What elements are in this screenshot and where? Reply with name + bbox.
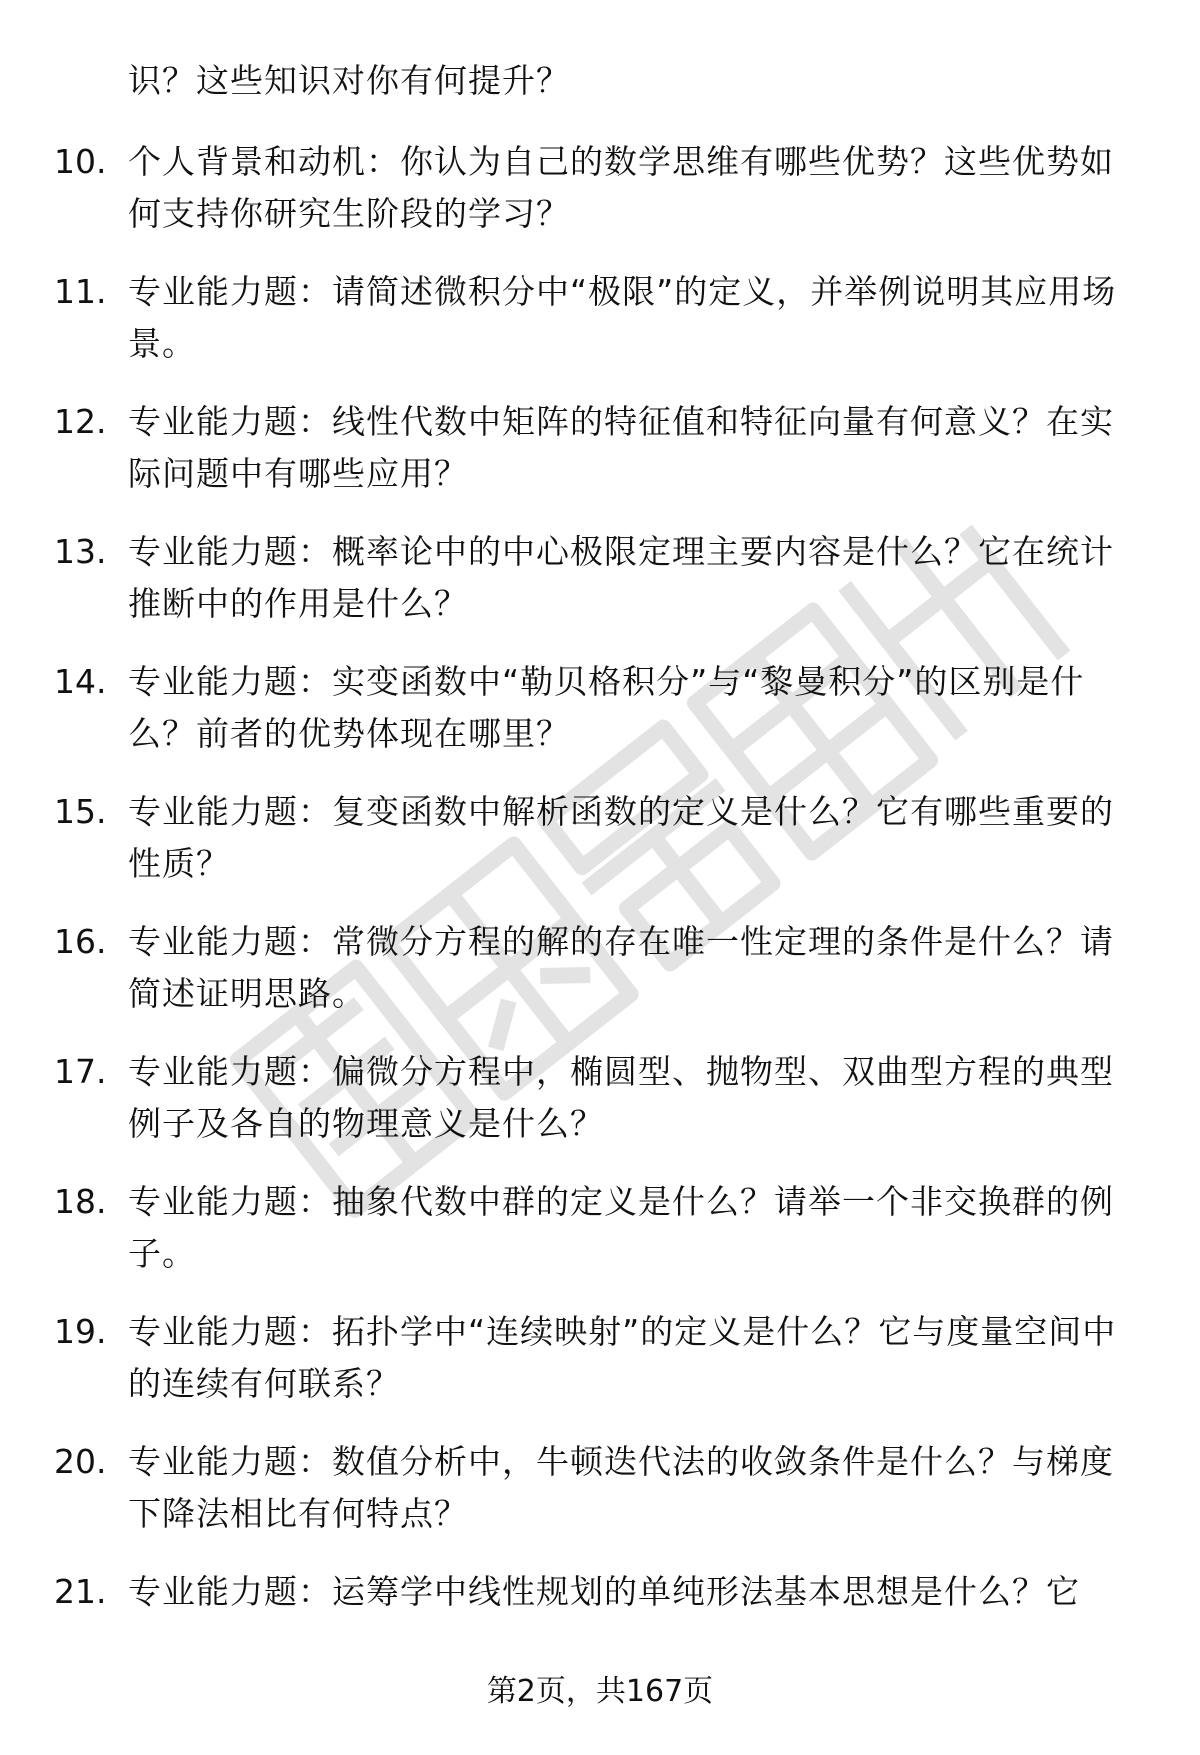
question-item [0, 1566, 1200, 1670]
question-item [0, 1306, 1200, 1410]
question-text: 个人背景和动机：你认为自己的数学思维有哪些优势？这些优势如何支持你研究生阶段的学习？ [128, 142, 1114, 233]
question-text: 专业能力题：请简述微积分中“极限”的定义，并举例说明其应用场景。 [128, 272, 1117, 363]
question-number: 17. [54, 1052, 107, 1091]
question-text: 专业能力题：线性代数中矩阵的特征值和特征向量有何意义？在实际问题中有哪些应用？ [128, 402, 1114, 493]
question-number: 16. [54, 922, 107, 961]
question-number: 10. [54, 142, 107, 181]
question-number: 13. [54, 532, 107, 571]
question-number: 11. [54, 272, 107, 311]
question-text: 专业能力题：数值分析中，牛顿迭代法的收敛条件是什么？与梯度下降法相比有何特点？ [128, 1442, 1114, 1533]
question-text: 专业能力题：复变函数中解析函数的定义是什么？它有哪些重要的性质？ [128, 792, 1114, 883]
question-number: 19. [54, 1312, 107, 1351]
question-text: 专业能力题：抽象代数中群的定义是什么？请举一个非交换群的例子。 [128, 1182, 1114, 1273]
question-text: 专业能力题：概率论中的中心极限定理主要内容是什么？它在统计推断中的作用是什么？ [128, 532, 1114, 623]
question-item [0, 786, 1200, 890]
question-item [0, 1436, 1200, 1540]
question-text: 专业能力题：拓扑学中“连续映射”的定义是什么？它与度量空间中的连续有何联系？ [128, 1312, 1117, 1403]
question-list [0, 136, 1200, 1696]
question-item [0, 266, 1200, 370]
question-number: 12. [54, 402, 107, 441]
question-text: 专业能力题：运筹学中线性规划的单纯形法基本思想是什么？它 [128, 1572, 1080, 1611]
question-item [0, 396, 1200, 500]
question-item [0, 526, 1200, 630]
question-text: 专业能力题：实变函数中“勒贝格积分”与“黎曼积分”的区别是什么？前者的优势体现在哪里？ [128, 662, 1085, 753]
question-text: 专业能力题：偏微分方程中，椭圆型、抛物型、双曲型方程的典型例子及各自的物理意义是什么？ [128, 1052, 1114, 1143]
question-number: 20. [54, 1442, 107, 1481]
question-item [0, 1176, 1200, 1280]
question-item [0, 656, 1200, 760]
question-number: 21. [54, 1572, 107, 1611]
page-footer: 第2页，共167页 [486, 1674, 714, 1709]
question-item [0, 1046, 1200, 1150]
question-number: 14. [54, 662, 107, 701]
question-text: 专业能力题：常微分方程的解的存在唯一性定理的条件是什么？请简述证明思路。 [128, 922, 1114, 1013]
question-item [0, 136, 1200, 240]
question-number: 18. [54, 1182, 107, 1221]
question-item [0, 916, 1200, 1020]
continued-question-text: 识？这些知识对你有何提升？ [128, 61, 570, 100]
question-number: 15. [54, 792, 107, 831]
